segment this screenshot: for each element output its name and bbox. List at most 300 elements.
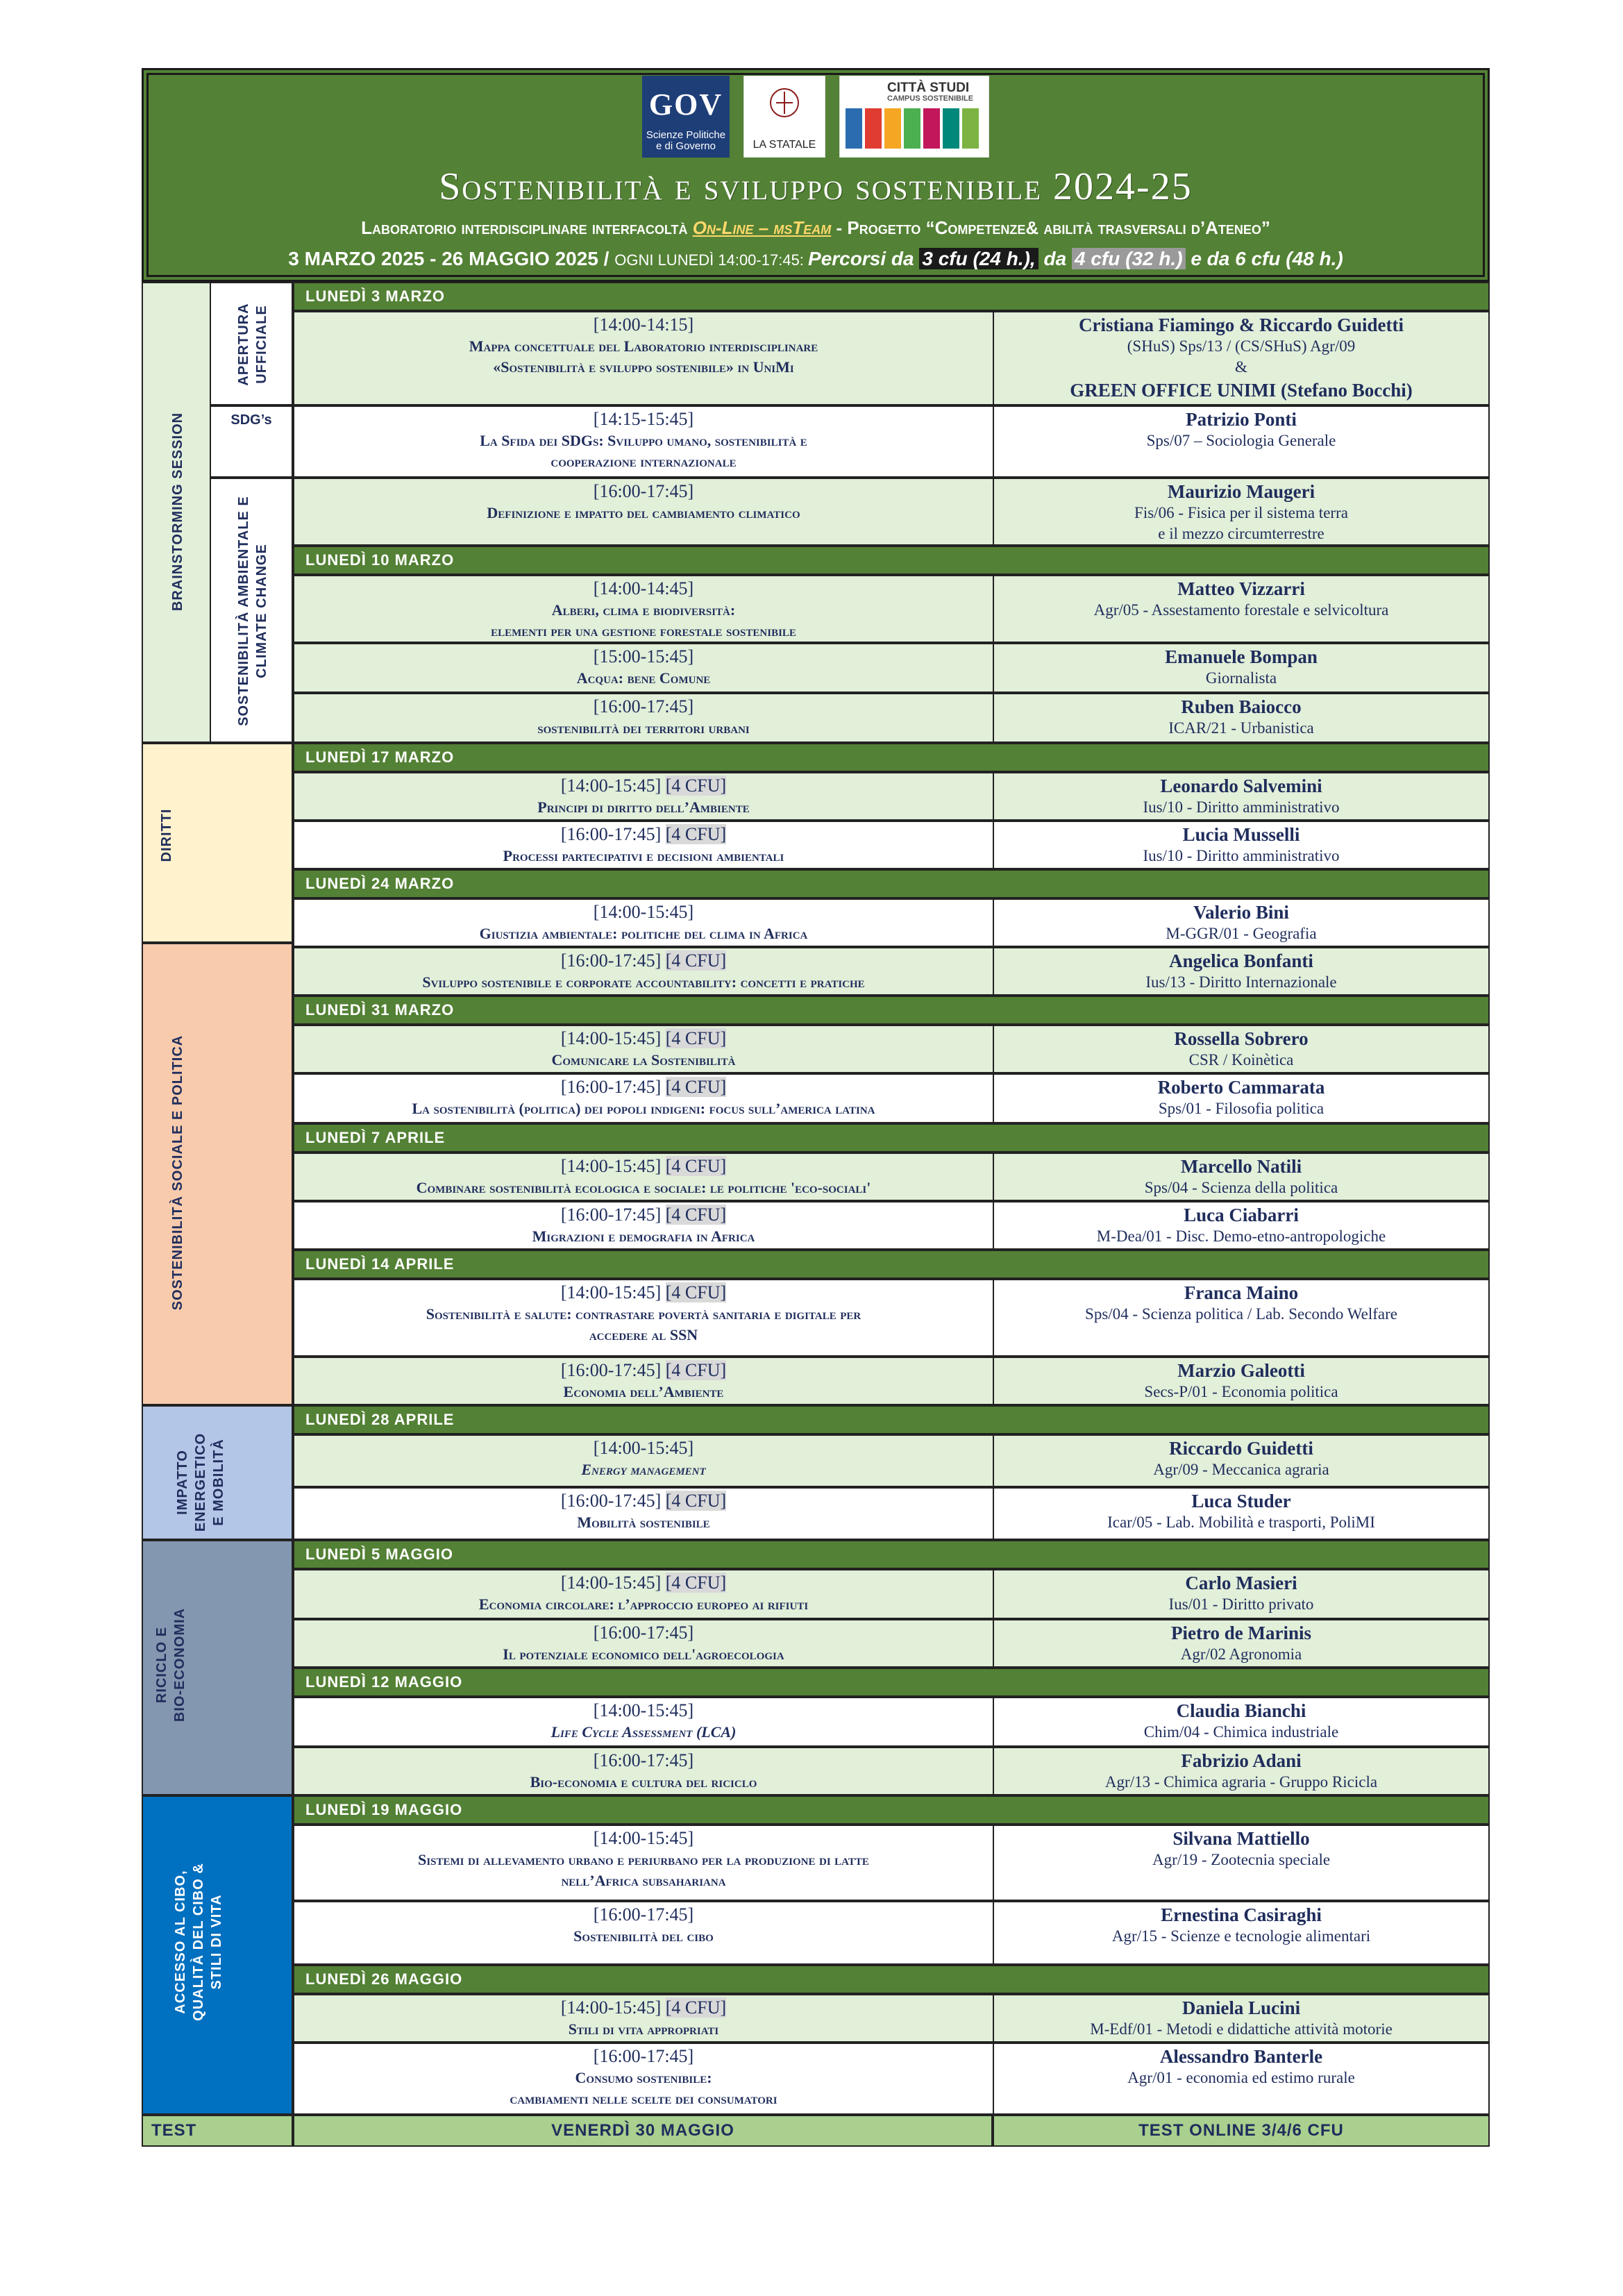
- lesson-title-cell: [294, 1698, 994, 1745]
- day-header: LUNEDÌ 14 APRILE: [293, 1250, 1490, 1279]
- lesson-title: La sostenibilità (politica) dei popoli indigeni: focus sull’america latina: [412, 1100, 875, 1117]
- cfu-badge: [4 CFU]: [665, 1156, 727, 1176]
- lesson-row: [293, 405, 1490, 478]
- lecturer-name: Marcello Natili: [1180, 1156, 1302, 1177]
- lesson-row: [293, 1279, 1490, 1357]
- lesson-title: Processi partecipativi e decisioni ambientali: [503, 847, 784, 864]
- lesson-title-line-2: accedere al SSN: [589, 1326, 698, 1343]
- lesson-time: [294, 2045, 993, 2068]
- subtitle-line-2: [144, 248, 1488, 270]
- cfu-badge: [4 CFU]: [665, 1360, 727, 1380]
- lecturer-name: Patrizio Ponti: [1186, 409, 1297, 430]
- lesson-row: [293, 478, 1490, 546]
- lecturer-name: Maurizio Maugeri: [1167, 481, 1315, 502]
- lesson-time-range: [14:00-15:45]: [560, 776, 662, 796]
- lecturer-cell: [994, 1436, 1488, 1486]
- subtitle-weekly: OGNI LUNEDÌ 14:00-17:45:: [614, 251, 809, 269]
- lesson-row: [293, 643, 1490, 693]
- lecturer-name: Ruben Baiocco: [1181, 696, 1302, 717]
- lesson-time-range: [14:00-15:45]: [593, 1828, 694, 1848]
- lesson-row: [293, 575, 1490, 643]
- lesson-row: [293, 1025, 1490, 1073]
- lesson-title: Sostenibilità del cibo: [573, 1927, 714, 1945]
- lesson-time-range: [14:00-15:45]: [560, 1028, 662, 1048]
- lecturer-cell: [994, 1748, 1488, 1794]
- lesson-title-cell: [294, 2044, 994, 2113]
- lesson-title: Bio-economia e cultura del riciclo: [530, 1773, 757, 1791]
- lesson-time: [294, 646, 993, 668]
- lesson-row: [293, 1901, 1490, 1965]
- lesson-time-range: [14:00-15:45]: [560, 1997, 662, 2018]
- band-diritti: [142, 743, 293, 943]
- lecturer-name: Angelica Bonfanti: [1169, 950, 1313, 971]
- lecturer-name: Riccardo Guidetti: [1169, 1438, 1313, 1459]
- lecturer-affiliation-line-2: e il mezzo circumterrestre: [1158, 525, 1325, 542]
- lecturer-name: Pietro de Marinis: [1171, 1623, 1311, 1643]
- cfu-badge: [4 CFU]: [665, 950, 727, 971]
- lesson-time-range: [14:00-15:45]: [560, 1573, 662, 1593]
- subtitle-3cfu: 3 cfu (24 h.),: [919, 248, 1038, 269]
- lecturer-affiliation: Ius/13 - Diritto Internazionale: [1145, 973, 1337, 991]
- lecturer-cell: [994, 694, 1488, 741]
- lesson-title-cell: [294, 1026, 994, 1072]
- lecturer-name: Emanuele Bompan: [1165, 646, 1318, 667]
- lecturer-cell: [994, 773, 1488, 819]
- lecturer-affiliation: Secs-P/01 - Economia politica: [1144, 1383, 1338, 1400]
- lecturer-name-2: GREEN OFFICE UNIMI (Stefano Bocchi): [1070, 380, 1413, 401]
- lesson-row: [293, 772, 1490, 821]
- lesson-row: [293, 1619, 1490, 1668]
- lecturer-name: Fabrizio Adani: [1181, 1750, 1302, 1771]
- lesson-title: Alberi, clima e biodiversità:: [551, 601, 736, 619]
- lesson-title-cell: [294, 1075, 994, 1122]
- lesson-time-range: [16:00-17:45]: [560, 1491, 662, 1511]
- gov-logo-caption-2: e di Governo: [656, 140, 716, 152]
- lesson-title-cell: [294, 1489, 994, 1539]
- lesson-title-cell: [294, 1748, 994, 1794]
- lecturer-affiliation: M-GGR/01 - Geografia: [1166, 925, 1317, 942]
- lecturer-name: Luca Ciabarri: [1184, 1205, 1299, 1225]
- lesson-row: [293, 311, 1490, 405]
- lesson-title: Giustizia ambientale: politiche del clima in Africa: [479, 925, 808, 942]
- lesson-title-cell: [294, 822, 994, 868]
- section-diritti: DIRITTI: [159, 808, 174, 862]
- lesson-title-cell: [294, 407, 994, 476]
- lesson-time: [294, 1204, 993, 1226]
- lecturer-affiliation: M-Dea/01 - Disc. Demo-etno-antropologiche: [1096, 1227, 1386, 1245]
- gov-logo-caption-1: Scienze Politiche: [646, 129, 726, 141]
- lecturer-cell: [994, 407, 1488, 476]
- lesson-row: [293, 947, 1490, 996]
- lecturer-cell: [994, 1026, 1488, 1072]
- lesson-title-cell: [294, 312, 994, 404]
- accesso-line-3: STILI DI VITA: [209, 1894, 224, 1990]
- lecturer-name: Claudia Bianchi: [1176, 1700, 1306, 1721]
- section-impatto: [174, 1416, 228, 1548]
- subtitle-line-1: [144, 217, 1488, 239]
- subsection-sdgs-label: SDG’s: [230, 412, 272, 428]
- lesson-time: [294, 1904, 993, 1926]
- lecturer-cell: [994, 1358, 1488, 1404]
- lecturer-cell: [994, 1154, 1488, 1200]
- lecturer-cell: [994, 479, 1488, 544]
- lesson-time-range: [15:00-15:45]: [593, 646, 694, 667]
- lesson-title: Comunicare la Sostenibilità: [551, 1051, 736, 1069]
- lesson-time: [294, 480, 993, 503]
- lesson-title-cell: [294, 1280, 994, 1355]
- subtitle-lab: Laboratorio interdisciplinare interfacoltà: [361, 217, 693, 238]
- lecturer-affiliation: Agr/13 - Chimica agraria - Gruppo Ricicla: [1104, 1773, 1378, 1791]
- day-header: LUNEDÌ 10 MARZO: [293, 546, 1490, 575]
- lesson-title: Acqua: bene Comune: [576, 669, 711, 687]
- lecturer-name: Matteo Vizzarri: [1177, 578, 1305, 599]
- lecturer-name: Carlo Masieri: [1185, 1573, 1297, 1593]
- lecturer-affiliation: M-Edf/01 - Metodi e didattiche attività motorie: [1090, 2020, 1393, 2038]
- lecturer-cell: [994, 948, 1488, 994]
- statale-logo-caption: LA STATALE: [752, 139, 816, 151]
- lesson-time: [294, 901, 993, 923]
- lesson-title-line-2: «Sostenibilità e sviluppo sostenibile» in UniMi: [493, 358, 794, 376]
- lesson-time-range: [16:00-17:45]: [593, 481, 694, 501]
- lecturer-name: Ernestina Casiraghi: [1161, 1904, 1322, 1925]
- lesson-title-cell: [294, 1154, 994, 1200]
- lecturer-name: Cristiana Fiamingo & Riccardo Guidetti: [1079, 315, 1404, 335]
- lecturer-cell: [994, 1280, 1488, 1355]
- lecturer-name: Lucia Musselli: [1182, 824, 1300, 845]
- lecturer-name: Marzio Galeotti: [1177, 1360, 1305, 1381]
- lesson-row: [293, 1825, 1490, 1901]
- subtitle-da: da: [1038, 248, 1072, 269]
- lesson-row: [293, 821, 1490, 869]
- day-header: LUNEDÌ 24 MARZO: [293, 869, 1490, 898]
- subtitle-paths: Percorsi da: [808, 248, 920, 269]
- cfu-badge: [4 CFU]: [665, 1491, 727, 1511]
- lesson-title: Stili di vita appropriati: [568, 2020, 719, 2038]
- lesson-title: Economia circolare: l’approccio europeo ai rifiuti: [478, 1595, 809, 1613]
- subsection-sdgs: [210, 405, 293, 478]
- lesson-title-line-2: elementi per una gestione forestale sostenibile: [491, 622, 796, 639]
- lesson-title-cell: [294, 479, 994, 544]
- lecturer-cell: [994, 1902, 1488, 1963]
- citta-logo-line2: CAMPUS SOSTENIBILE: [887, 94, 974, 103]
- header-banner: [142, 68, 1490, 282]
- lecturer-affiliation: Agr/02 Agronomia: [1180, 1645, 1302, 1663]
- lesson-title: Il potenziale economico dell'agroecologia: [503, 1645, 784, 1663]
- day-header: LUNEDÌ 3 MARZO: [293, 282, 1490, 311]
- accesso-line-1: ACCESSO AL CIBO,: [173, 1870, 188, 2014]
- lesson-time-range: [16:00-17:45]: [560, 1205, 662, 1225]
- lecturer-affiliation: Giornalista: [1205, 669, 1277, 687]
- citta-studi-logo: [839, 76, 989, 158]
- section-riciclo: [153, 1561, 189, 1769]
- lesson-title: Combinare sostenibilità ecologica e sociale: le politiche 'eco-sociali': [416, 1179, 871, 1196]
- lesson-time-range: [14:00-14:45]: [593, 578, 694, 598]
- lesson-title-cell: [294, 1902, 994, 1963]
- lesson-title: Sviluppo sostenibile e corporate accountability: concetti e pratiche: [422, 973, 865, 991]
- lecturer-name: Daniela Lucini: [1181, 1997, 1301, 2018]
- lecturer-affiliation: Agr/09 - Meccanica agraria: [1153, 1461, 1329, 1478]
- lecturer-cell: [994, 312, 1488, 404]
- riciclo-line-1: RICICLO E: [154, 1626, 169, 1704]
- lesson-time-range: [14:00-14:15]: [593, 315, 694, 335]
- lesson-time: [294, 1076, 993, 1098]
- lesson-time-range: [16:00-17:45]: [593, 2046, 694, 2066]
- lesson-title: La Sfida dei SDGs: Sviluppo umano, sostenibilità e: [480, 432, 807, 449]
- lecturer-cell: [994, 2044, 1488, 2113]
- lecturer-cell: [994, 1620, 1488, 1666]
- band-sociale: [142, 943, 293, 1405]
- lecturer-cell: [994, 1075, 1488, 1122]
- lecturer-affiliation: Sps/07 – Sociologia Generale: [1146, 432, 1336, 449]
- lecturer-name: Silvana Mattiello: [1172, 1828, 1310, 1849]
- impatto-line-3: E MOBILITÀ: [211, 1439, 226, 1526]
- lecturer-name: Roberto Cammarata: [1157, 1077, 1325, 1098]
- lesson-time-range: [16:00-17:45]: [593, 1623, 694, 1643]
- subtitle-6cfu: e da 6 cfu (48 h.): [1185, 248, 1343, 269]
- lecturer-affiliation: Ius/01 - Diritto privato: [1168, 1595, 1314, 1613]
- subtitle-4cfu: 4 cfu (32 h.): [1072, 248, 1186, 269]
- lesson-row: [293, 1357, 1490, 1405]
- subtitle-online: On-Line – msTeam: [692, 217, 832, 238]
- lesson-time: [294, 775, 993, 797]
- lesson-time: [294, 1359, 993, 1382]
- lecturer-name: Alessandro Banterle: [1159, 2046, 1323, 2067]
- lecturer-cell: [994, 644, 1488, 692]
- lesson-time-range: [16:00-17:45]: [560, 1077, 662, 1097]
- cfu-badge: [4 CFU]: [665, 1205, 727, 1225]
- cfu-badge: [4 CFU]: [665, 1282, 727, 1302]
- lecturer-affiliation: Agr/19 - Zootecnia speciale: [1152, 1851, 1331, 1868]
- test-date: VENERDÌ 30 MAGGIO: [293, 2115, 993, 2147]
- lesson-time-range: [14:15-15:45]: [593, 409, 694, 429]
- lesson-time-range: [16:00-17:45]: [560, 1360, 662, 1380]
- lecturer-affiliation: Ius/10 - Diritto amministrativo: [1143, 798, 1340, 816]
- lesson-title: Economia dell’Ambiente: [563, 1383, 724, 1400]
- subtitle-project: - Progetto “Competenze& abilità trasversali d’Ateneo”: [831, 217, 1270, 238]
- lesson-time-range: [16:00-17:45]: [593, 1904, 694, 1925]
- lecturer-affiliation: Ius/10 - Diritto amministrativo: [1143, 847, 1340, 864]
- cfu-badge: [4 CFU]: [665, 824, 727, 844]
- lesson-title-cell: [294, 1570, 994, 1618]
- cfu-badge: [4 CFU]: [665, 1077, 727, 1097]
- lesson-title: Principi di diritto dell’Ambiente: [537, 798, 750, 816]
- lesson-time: [294, 696, 993, 718]
- lecturer-cell: [994, 822, 1488, 868]
- gov-logo-mark: GOV: [648, 87, 723, 121]
- lecturer-affiliation: Agr/05 - Assestamento forestale e selvicoltura: [1093, 601, 1389, 619]
- ambientale-line-2: CLIMATE CHANGE: [254, 544, 269, 678]
- lecturer-cell: [994, 1570, 1488, 1618]
- lecturer-cell: [994, 1203, 1488, 1248]
- lesson-title-cell: [294, 1620, 994, 1666]
- lecturer-affiliation: Sps/01 - Filosofia politica: [1158, 1100, 1325, 1117]
- test-description: TEST ONLINE 3/4/6 CFU: [993, 2115, 1490, 2147]
- cfu-badge: [4 CFU]: [665, 776, 727, 796]
- section-brainstorming: BRAINSTORMING SESSION: [170, 412, 185, 612]
- lesson-row: [293, 2043, 1490, 2115]
- lesson-row: [293, 898, 1490, 947]
- page-title: Sostenibilità e sviluppo sostenibile 2024-25: [439, 165, 1193, 208]
- riciclo-line-2: BIO-ECONOMIA: [172, 1607, 187, 1723]
- lecturer-name: Rossella Sobrero: [1174, 1028, 1309, 1049]
- lesson-title: Sostenibilità e salute: contrastare povertà sanitaria e digitale per: [426, 1305, 861, 1323]
- lesson-title: Sistemi di allevamento urbano e periurbano per la produzione di latte: [418, 1851, 869, 1868]
- lecturer-name: Franca Maino: [1184, 1282, 1299, 1303]
- lecturer-name: Leonardo Salvemini: [1160, 776, 1322, 796]
- lesson-time: [294, 1155, 993, 1178]
- lesson-time-range: [14:00-15:45]: [560, 1156, 662, 1176]
- ambientale-line-1: SOSTENIBILITÀ AMBIENTALE E: [236, 496, 251, 726]
- subtitle-dates: 3 MARZO 2025 - 26 MAGGIO 2025 /: [288, 248, 615, 269]
- lesson-title-cell: [294, 576, 994, 642]
- test-label: TEST: [142, 2115, 293, 2147]
- lecturer-cell: [994, 576, 1488, 642]
- lesson-time-range: [16:00-17:45]: [560, 950, 662, 971]
- band-accesso: [142, 1795, 293, 2115]
- lesson-time-range: [14:00-15:45]: [560, 1282, 662, 1302]
- lesson-title-cell: [294, 694, 994, 741]
- lecturer-name: Luca Studer: [1191, 1491, 1291, 1511]
- lecturer-affiliation: (SHuS) Sps/13 / (CS/SHuS) Agr/09: [1127, 337, 1356, 355]
- subsection-ambientale-label: [235, 479, 271, 743]
- day-header: LUNEDÌ 17 MARZO: [293, 743, 1490, 772]
- lesson-title-cell: [294, 1436, 994, 1486]
- lesson-title: Definizione e impatto del cambiamento climatico: [487, 504, 800, 521]
- lesson-time: [294, 1750, 993, 1772]
- lesson-time: [294, 1622, 993, 1644]
- day-header: LUNEDÌ 12 MAGGIO: [293, 1668, 1490, 1697]
- day-header: LUNEDÌ 7 APRILE: [293, 1123, 1490, 1153]
- statale-logo: [743, 76, 825, 158]
- day-header: LUNEDÌ 28 APRILE: [293, 1405, 1490, 1434]
- lecturer-cell: [994, 1489, 1488, 1539]
- lecturer-affiliation: Fis/06 - Fisica per il sistema terra: [1134, 504, 1348, 521]
- lesson-title: sostenibilità dei territori urbani: [537, 719, 750, 737]
- lesson-time: [294, 1700, 993, 1722]
- day-header: LUNEDÌ 26 MAGGIO: [293, 1965, 1490, 1994]
- lesson-title: Mobilità sostenibile: [577, 1514, 710, 1531]
- lesson-time-range: [16:00-17:45]: [560, 824, 662, 844]
- lecturer-affiliation: Icar/05 - Lab. Mobilità e trasporti, PoliMI: [1107, 1514, 1375, 1531]
- subsection-apertura: [210, 282, 293, 405]
- day-header: LUNEDÌ 31 MARZO: [293, 996, 1490, 1025]
- lecturer-cell: [994, 1826, 1488, 1900]
- lecturer-affiliation: Sps/04 - Scienza politica / Lab. Secondo Welfare: [1085, 1305, 1397, 1323]
- apertura-line-1: APERTURA: [236, 303, 251, 386]
- lesson-row: [293, 1994, 1490, 2043]
- lesson-time-range: [16:00-17:45]: [593, 696, 694, 717]
- lesson-time: [294, 408, 993, 430]
- lesson-title-cell: [294, 1358, 994, 1404]
- lesson-row: [293, 1073, 1490, 1123]
- logo-strip: [144, 76, 1488, 162]
- lesson-title-line-2: cambiamenti nelle scelte dei consumatori: [510, 2090, 777, 2107]
- lesson-time: [294, 1437, 993, 1459]
- lesson-title-cell: [294, 948, 994, 994]
- lesson-row: [293, 1434, 1490, 1487]
- lesson-row: [293, 1153, 1490, 1201]
- lecturer-cell: [994, 1698, 1488, 1745]
- lesson-title: Mappa concettuale del Laboratorio interdisciplinare: [469, 337, 818, 355]
- lesson-row: [293, 1569, 1490, 1619]
- subsection-ambientale: [210, 478, 293, 743]
- day-header: LUNEDÌ 19 MAGGIO: [293, 1795, 1490, 1825]
- lesson-title-cell: [294, 1995, 994, 2041]
- lecturer-affiliation: Chim/04 - Chimica industriale: [1143, 1723, 1339, 1741]
- lesson-time: [294, 1490, 993, 1512]
- lesson-row: [293, 1201, 1490, 1250]
- accesso-line-2: QUALITÀ DEL CIBO &: [191, 1863, 206, 2021]
- apertura-line-2: UFFICIALE: [254, 305, 269, 384]
- lesson-time: [294, 1572, 993, 1594]
- lecturer-affiliation-line-2: &: [1235, 358, 1247, 376]
- section-sociale: SOSTENIBILITÀ SOCIALE E POLITICA: [170, 1034, 185, 1311]
- day-header: LUNEDÌ 5 MAGGIO: [293, 1540, 1490, 1569]
- statale-crest-icon: [768, 86, 801, 119]
- lesson-time: [294, 950, 993, 972]
- lesson-time: [294, 314, 993, 336]
- lesson-time-range: [16:00-17:45]: [593, 1750, 694, 1770]
- lecturer-affiliation: Sps/04 - Scienza della politica: [1144, 1179, 1338, 1196]
- lesson-row: [293, 1697, 1490, 1747]
- schedule-document: [142, 68, 1490, 2147]
- lecturer-cell: [994, 1995, 1488, 2041]
- citta-logo-line1: CITTÀ STUDI: [887, 81, 970, 95]
- lesson-title-cell: [294, 644, 994, 692]
- lesson-time-range: [14:00-15:45]: [593, 902, 694, 922]
- lecturer-affiliation: ICAR/21 - Urbanistica: [1168, 719, 1314, 737]
- cfu-badge: [4 CFU]: [665, 1028, 727, 1048]
- band-impatto: [142, 1405, 293, 1540]
- lecturer-affiliation: CSR / Koinètica: [1188, 1051, 1294, 1069]
- lesson-title: Life Cycle Assessment (LCA): [550, 1723, 737, 1741]
- lecturer-name: Valerio Bini: [1193, 902, 1289, 923]
- lesson-title-cell: [294, 1203, 994, 1248]
- lesson-title: Migrazioni e demografia in Africa: [532, 1227, 755, 1245]
- lesson-time-range: [14:00-15:45]: [593, 1700, 694, 1720]
- gov-logo: [642, 76, 730, 158]
- lesson-title-line-2: nell’Africa subsahariana: [561, 1872, 726, 1889]
- section-accesso: [171, 1796, 226, 2088]
- lesson-title-cell: [294, 1826, 994, 1900]
- citta-logo-blocks: [846, 108, 979, 149]
- lesson-title-line-2: cooperazione internazionale: [550, 453, 737, 470]
- lesson-title: Energy management: [581, 1461, 706, 1478]
- lesson-row: [293, 1487, 1490, 1540]
- lecturer-cell: [994, 900, 1488, 946]
- lesson-time-range: [14:00-15:45]: [593, 1438, 694, 1458]
- lesson-title: Consumo sostenibile:: [575, 2069, 712, 2086]
- band-riciclo: [142, 1540, 293, 1795]
- lecturer-affiliation: Agr/15 - Scienze e tecnologie alimentari: [1111, 1927, 1371, 1945]
- lesson-time: [294, 1028, 993, 1050]
- lesson-title-cell: [294, 773, 994, 819]
- lesson-title-cell: [294, 900, 994, 946]
- lesson-row: [293, 693, 1490, 743]
- lecturer-affiliation: Agr/01 - economia ed estimo rurale: [1127, 2069, 1355, 2086]
- lesson-time: [294, 578, 993, 600]
- lesson-row: [293, 1747, 1490, 1795]
- lesson-time: [294, 1827, 993, 1850]
- impatto-line-2: ENERGETICO: [193, 1432, 208, 1532]
- lesson-time: [294, 1282, 993, 1304]
- lesson-time: [294, 823, 993, 846]
- cfu-badge: [4 CFU]: [665, 1997, 727, 2018]
- cfu-badge: [4 CFU]: [665, 1573, 727, 1593]
- subsection-apertura-label: [235, 282, 271, 407]
- schedule-table: [142, 282, 1490, 2147]
- gov-logo-caption: [642, 130, 730, 152]
